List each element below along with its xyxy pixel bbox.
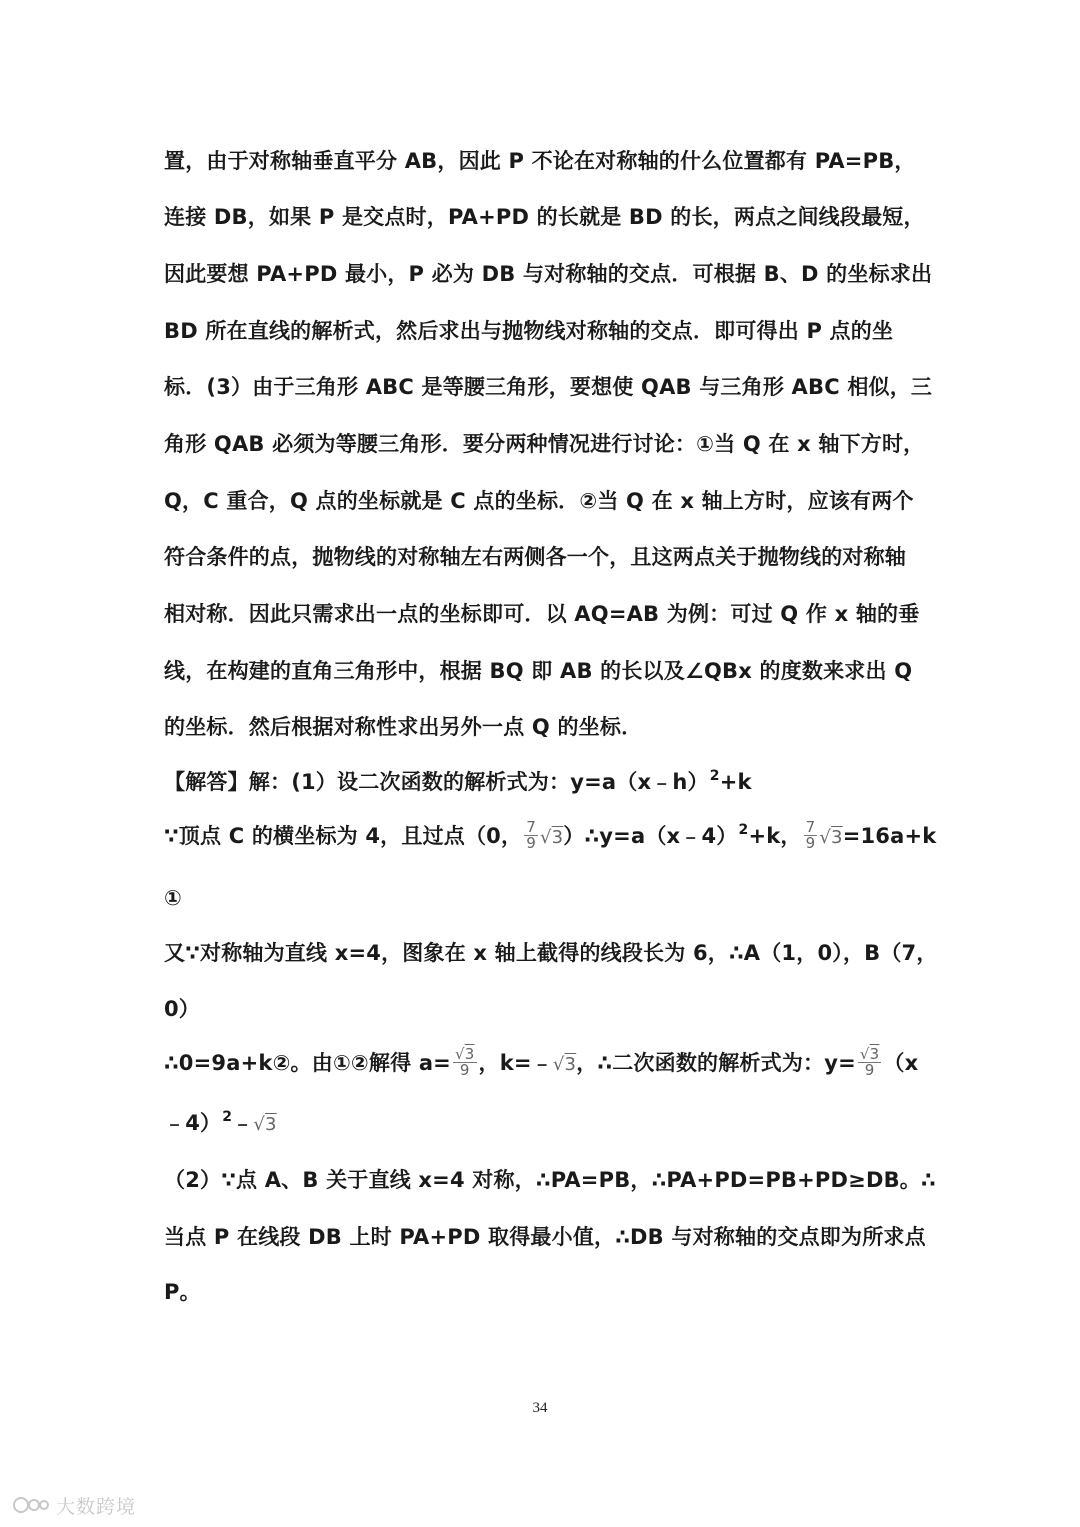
answer-line [164, 1044, 924, 1080]
answer-text: 【解答】解：(1）设二次函数的解析式为：y=a（x﹣h） [164, 770, 709, 794]
text-line: 置，由于对称轴垂直平分 AB，因此 P 不论在对称轴的什么位置都有 PA=PB， [164, 149, 916, 173]
text-line: 的坐标．然后根据对称性求出另外一点 Q 的坐标． [164, 715, 643, 739]
exponent: 2 [738, 822, 749, 838]
text-line: 相对称．因此只需求出一点的坐标即可．以 AQ=AB 为例：可过 Q 作 x 轴的垂 [164, 602, 920, 626]
sqrt: √3 [539, 827, 564, 848]
answer-line: ① [164, 886, 182, 910]
answer-text: ∵顶点 C 的横坐标为 4，且过点（0， [164, 824, 523, 848]
text-line: 角形 QAB 必须为等腰三角形．要分两种情况进行讨论：①当 Q 在 x 轴下方时， [164, 432, 925, 456]
answer-text: ﹣ [232, 1111, 254, 1135]
answer-line: P。 [164, 1280, 201, 1304]
text-line: 连接 DB，如果 P 是交点时，PA+PD 的长就是 BD 的长，两点之间线段最短， [164, 205, 925, 229]
exponent: 2 [709, 768, 720, 784]
answer-line [164, 767, 924, 800]
watermark [12, 1490, 136, 1520]
fraction: $\frac{√3}{9}$ [454, 1044, 475, 1079]
answer-text: ，∴二次函数的解析式为：y= [576, 1051, 856, 1075]
exponent: 2 [222, 1109, 233, 1125]
answer-line: 0） [164, 997, 201, 1021]
fraction: $\frac{7}{9}$ [526, 817, 536, 852]
answer-text: ∴0=9a+k②。由①②解得 a= [164, 1051, 451, 1075]
answer-line [164, 817, 937, 854]
answer-text: ）∴y=a（x﹣4） [563, 824, 738, 848]
answer-text: +k [719, 770, 752, 794]
text-line: 符合条件的点，抛物线的对称轴左右两侧各一个，且这两点关于抛物线的对称轴 [164, 545, 906, 569]
answer-line: 当点 P 在线段 DB 上时 PA+PD 取得最小值，∴DB 与对称轴的交点即为所求点 [164, 1225, 926, 1249]
answer-text: ﹣4） [164, 1111, 222, 1135]
answer-line [164, 1108, 924, 1141]
text-line: BD 所在直线的解析式，然后求出与抛物线对称轴的交点．即可得出 P 点的坐 [164, 319, 894, 343]
answer-text: ，k=﹣ [478, 1051, 553, 1075]
sqrt: √3 [253, 1114, 277, 1135]
watermark-logo-icon [12, 1492, 52, 1518]
sqrt: √3 [819, 827, 843, 848]
page-number: 34 [532, 1400, 548, 1416]
watermark-text: 大数跨境 [56, 1495, 137, 1518]
answer-text: +k， [748, 824, 802, 848]
fraction: $\frac{7}{9}$ [805, 817, 816, 852]
answer-line: 又∵对称轴为直线 x=4，图象在 x 轴上截得的线段长为 6，∴A（1，0），B（7， [164, 941, 938, 965]
answer-text: （x [883, 1051, 919, 1075]
answer-text: =16a+k [842, 824, 937, 848]
fraction: $\frac{√3}{9}$ [859, 1044, 880, 1079]
text-line: 因此要想 PA+PD 最小，P 必为 DB 与对称轴的交点．可根据 B、D 的坐标求出 [164, 262, 933, 286]
text-line: 标．(3）由于三角形 ABC 是等腰三角形，要想使 QAB 与三角形 ABC 相似，三 [164, 375, 933, 399]
text-line: Q，C 重合，Q 点的坐标就是 C 点的坐标．②当 Q 在 x 轴上方时，应该有两个 [164, 489, 914, 513]
answer-line: （2）∵点 A、B 关于直线 x=4 对称，∴PA=PB，∴PA+PD=PB+PD≥DB。∴ [164, 1168, 936, 1192]
sqrt: √3 [552, 1054, 577, 1075]
text-line: 线，在构建的直角三角形中，根据 BQ 即 AB 的长以及∠QBx 的度数来求出 Q [164, 659, 913, 683]
